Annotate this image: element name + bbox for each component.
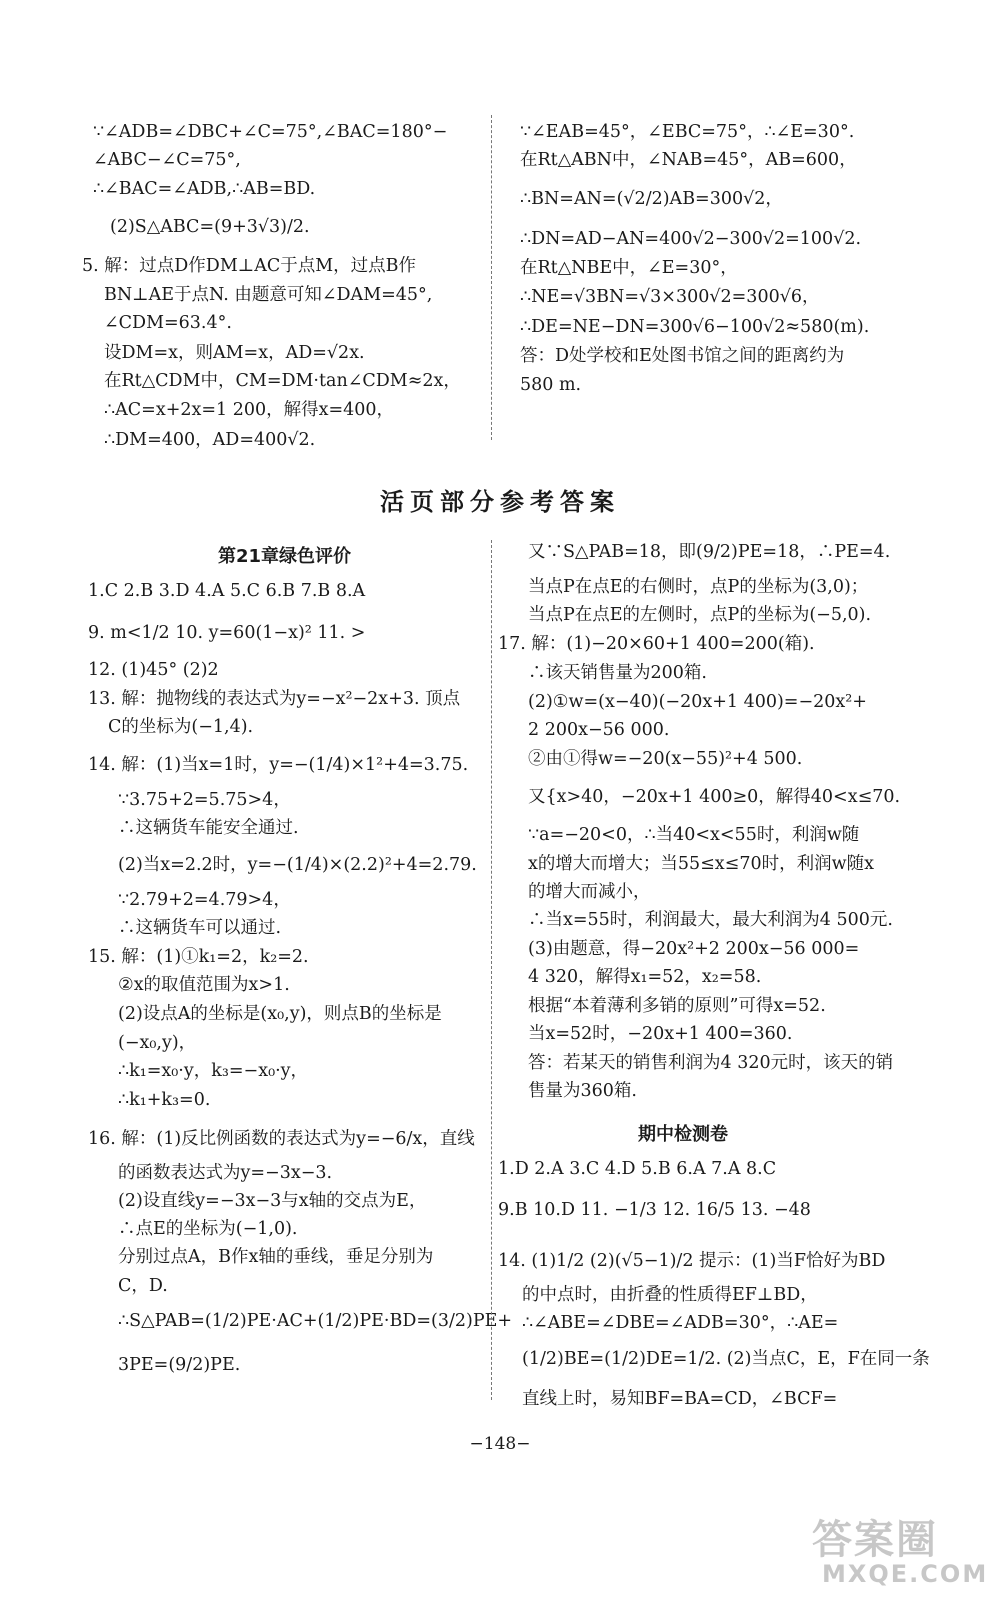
answer-line: 2 200x−56 000. xyxy=(528,720,670,740)
text-line: ∴DN=AD−AN=400√2−300√2=100√2. xyxy=(520,229,862,249)
answer-line: 的中点时，由折叠的性质得EF⊥BD， xyxy=(522,1285,818,1305)
text-line: ∠ABC−∠C=75°, xyxy=(93,150,241,170)
answer-line: 15. 解：(1)①k₁=2，k₂=2. xyxy=(88,947,309,967)
answer-line: ②由①得w=−20(x−55)²+4 500. xyxy=(528,749,803,769)
answer-line: ∴∠ABE=∠DBE=∠ADB=30°，∴AE= xyxy=(522,1313,839,1333)
answer-line: 1.D 2.A 3.C 4.D 5.B 6.A 7.A 8.C xyxy=(498,1159,777,1179)
answer-line: 当点P在点E的右侧时，点P的坐标为(3,0)； xyxy=(528,577,869,597)
column-divider xyxy=(491,540,492,1400)
watermark-text: 答案圈 xyxy=(812,1517,938,1563)
section-title: 活页部分参考答案 xyxy=(380,487,620,516)
text-line: ∠CDM=63.4°. xyxy=(104,313,232,333)
text-line: 答：D处学校和E处图书馆之间的距离约为 xyxy=(520,346,845,366)
chapter-21-heading: 第21章绿色评价 xyxy=(218,546,352,567)
text-line: ∴AC=x+2x=1 200，解得x=400， xyxy=(104,400,395,420)
answer-line: 当点P在点E的左侧时，点P的坐标为(−5,0). xyxy=(528,605,872,625)
answer-line: 又{x>40，−20x+1 400≥0，解得40<x≤70. xyxy=(528,787,901,807)
answer-line: (2)设点A的坐标是(x₀,y)，则点B的坐标是 xyxy=(118,1004,442,1024)
answer-line: 14. (1)1/2 (2)(√5−1)/2 提示：(1)当F恰好为BD xyxy=(498,1251,886,1271)
answer-line: 又∵S△PAB=18，即(9/2)PE=18，∴PE=4. xyxy=(528,542,891,562)
answer-line: 13. 解：抛物线的表达式为y=−x²−2x+3. 顶点 xyxy=(88,689,461,709)
text-line: (2)S△ABC=(9+3√3)/2. xyxy=(110,217,310,237)
answer-line: C的坐标为(−1,4). xyxy=(108,717,254,737)
answer-line: ∵a=−20<0，∴当40<x<55时，利润w随 xyxy=(528,825,860,845)
answer-line: 分别过点A，B作x轴的垂线，垂足分别为 xyxy=(118,1247,434,1267)
answer-line: ②x的取值范围为x>1. xyxy=(118,975,290,995)
answer-line: 答：若某天的销售利润为4 320元时，该天的销 xyxy=(528,1053,894,1073)
answer-line: 12. (1)45° (2)2 xyxy=(88,660,219,680)
answer-line: ∴k₁+k₃=0. xyxy=(118,1090,211,1110)
text-line: ∵∠EAB=45°，∠EBC=75°，∴∠E=30°. xyxy=(520,122,855,142)
answer-line: ∴k₁=x₀·y，k₃=−x₀·y， xyxy=(118,1061,309,1081)
answer-line: 9. m<1/2 10. y=60(1−x)² 11. > xyxy=(88,623,366,643)
question-5-line: 5. 解：过点D作DM⊥AC于点M，过点B作 xyxy=(82,256,417,276)
page-number: −148− xyxy=(469,1434,531,1454)
answer-line: (1/2)BE=(1/2)DE=1/2. (2)当点C，E，F在同一条 xyxy=(522,1349,930,1369)
watermark-url: MXQE.COM xyxy=(822,1560,989,1588)
answer-line: ∴点E的坐标为(−1,0). xyxy=(118,1219,298,1239)
answer-line: 1.C 2.B 3.D 4.A 5.C 6.B 7.B 8.A xyxy=(88,581,366,601)
answer-line: ∴这辆货车可以通过. xyxy=(118,918,282,938)
text-line: BN⊥AE于点N. 由题意可知∠DAM=45°, xyxy=(104,285,433,305)
answer-line: 4 320，解得x₁=52，x₂=58. xyxy=(528,967,762,987)
midterm-exam-heading: 期中检测卷 xyxy=(638,1124,728,1145)
answer-line: C，D. xyxy=(118,1276,168,1296)
answer-line: 当x=52时，−20x+1 400=360. xyxy=(528,1024,793,1044)
text-line: 设DM=x，则AM=x，AD=√2x. xyxy=(104,343,365,363)
answer-line: 根据“本着薄利多销的原则”可得x=52. xyxy=(528,996,826,1016)
answer-line: (−x₀,y)， xyxy=(118,1033,197,1053)
text-line: ∴DE=NE−DN=300√6−100√2≈580(m). xyxy=(520,317,870,337)
answer-line: 17. 解：(1)−20×60+1 400=200(箱). xyxy=(498,634,815,654)
answer-line: 3PE=(9/2)PE. xyxy=(118,1355,241,1375)
answer-line: ∵2.79+2=4.79>4， xyxy=(118,890,291,910)
answer-line: x的增大而增大；当55≤x≤70时，利润w随x xyxy=(528,854,874,874)
answer-line: 9.B 10.D 11. −1/3 12. 16/5 13. −48 xyxy=(498,1200,811,1220)
text-line: ∴DM=400，AD=400√2. xyxy=(104,430,316,450)
answer-line: 售量为360箱. xyxy=(528,1081,637,1101)
answer-line: 的函数表达式为y=−3x−3. xyxy=(118,1163,333,1183)
answer-line: (2)①w=(x−40)(−20x+1 400)=−20x²+ xyxy=(528,692,867,712)
text-line: ∴NE=√3BN=√3×300√2=300√6， xyxy=(520,287,820,307)
watermark-logo xyxy=(808,1508,989,1594)
answer-line: ∵3.75+2=5.75>4， xyxy=(118,790,291,810)
text-line: 在Rt△ABN中，∠NAB=45°，AB=600， xyxy=(520,150,857,170)
answer-line: (3)由题意，得−20x²+2 200x−56 000= xyxy=(528,939,860,959)
answer-line: (2)设直线y=−3x−3与x轴的交点为E， xyxy=(118,1191,427,1211)
answer-line: ∴S△PAB=(1/2)PE·AC+(1/2)PE·BD=(3/2)PE+ xyxy=(118,1311,513,1331)
answer-line: 14. 解：(1)当x=1时，y=−(1/4)×1²+4=3.75. xyxy=(88,755,469,775)
answer-line: ∴当x=55时，利润最大，最大利润为4 500元. xyxy=(528,910,893,930)
text-line: 在Rt△CDM中，CM=DM·tan∠CDM≈2x， xyxy=(104,371,461,391)
answer-line: 16. 解：(1)反比例函数的表达式为y=−6/x，直线 xyxy=(88,1129,475,1149)
answer-line: 的增大而减小， xyxy=(528,882,651,902)
answer-line: ∴该天销售量为200箱. xyxy=(528,663,707,683)
text-line: ∴∠BAC=∠ADB,∴AB=BD. xyxy=(93,179,316,199)
answer-line: 直线上时，易知BF=BA=CD，∠BCF= xyxy=(522,1389,838,1409)
text-line: ∴BN=AN=(√2/2)AB=300√2， xyxy=(520,189,783,209)
answer-line: (2)当x=2.2时，y=−(1/4)×(2.2)²+4=2.79. xyxy=(118,855,477,875)
text-line: 在Rt△NBE中，∠E=30°， xyxy=(520,258,738,278)
text-line: 580 m. xyxy=(520,375,582,395)
text-line: ∵∠ADB=∠DBC+∠C=75°,∠BAC=180°− xyxy=(93,122,448,142)
column-divider xyxy=(491,115,492,440)
answer-line: ∴这辆货车能安全通过. xyxy=(118,818,299,838)
